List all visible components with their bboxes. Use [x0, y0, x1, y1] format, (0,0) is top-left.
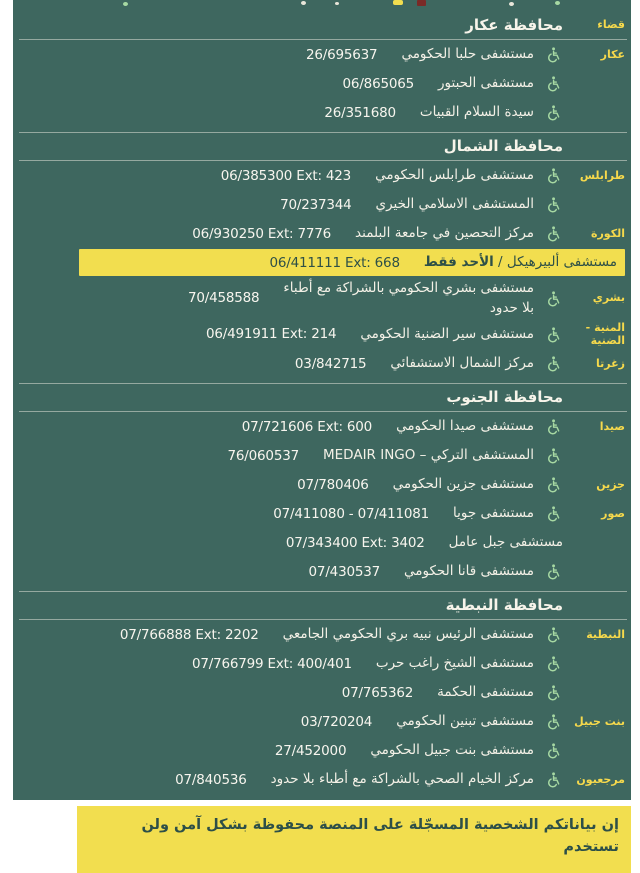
district-label: زغرتا [596, 356, 625, 370]
district-label: جزين [596, 477, 625, 491]
wheelchair-accessible-icon [541, 475, 563, 495]
wheelchair-accessible-icon [541, 625, 563, 645]
phone-number: 03/720204 [300, 713, 373, 730]
privacy-banner-text: إن بياناتكم الشخصية المسجّلة على المنصة محفوظة بشكل آمن ولن تستخدم [141, 817, 619, 855]
section-title: محافظة النبطية [445, 596, 563, 614]
hospital-row-body [21, 711, 563, 731]
hospital-row-body [21, 503, 563, 523]
phone-number: 26/351680 [324, 104, 396, 121]
hospital-row-body [21, 102, 563, 122]
hospital-row [19, 470, 627, 499]
hospital-name: مستشفى الرئيس نبيه بري الحكومي الجامعي [282, 626, 534, 643]
hospital-row-body [21, 223, 563, 243]
hospital-row-body [21, 44, 563, 64]
phone-number: 07/780406 [297, 476, 369, 493]
wheelchair-accessible-icon [541, 288, 563, 308]
wheelchair-accessible-icon [541, 74, 563, 94]
hospital-row-body [21, 278, 563, 319]
hospital-row-body [21, 324, 563, 344]
hospital-row [19, 40, 627, 69]
hospital-name: سيدة السلام القبيات [419, 104, 534, 121]
phone-number: 06/865065 [342, 75, 415, 92]
wheelchair-accessible-icon [541, 195, 563, 215]
hospitals-table-panel [13, 0, 631, 855]
wheelchair-accessible-icon [541, 446, 563, 466]
hospital-name: مستشفى الحكمة [437, 684, 534, 701]
phone-number: 07/766888 Ext: 2202 [119, 626, 259, 643]
hospital-row-body [21, 682, 563, 702]
wheelchair-accessible-icon [541, 354, 563, 374]
wheelchair-accessible-icon [541, 562, 563, 582]
wheelchair-accessible-icon [541, 224, 563, 244]
section-header-row [19, 383, 627, 412]
hospital-row-body [21, 73, 563, 93]
section-title: محافظة الجنوب [446, 388, 563, 406]
phone-number: 07/430537 [308, 563, 381, 580]
privacy-banner [77, 806, 631, 873]
phone-number: 07/766799 Ext: 400/401 [191, 655, 352, 672]
hospital-row-body [21, 624, 563, 644]
wheelchair-accessible-icon [541, 417, 563, 437]
hospital-row-body [21, 561, 563, 581]
hospital-row [19, 248, 627, 277]
hospital-name: مستشفى الشيخ راغب حرب [375, 655, 534, 672]
phone-number: 07/721606 Ext: 600 [241, 418, 373, 435]
hospital-name-line2: بلا حدود [489, 300, 534, 317]
phone-number: 76/060537 [227, 447, 299, 464]
hospital-row-body [21, 532, 563, 552]
hospital-name: مستشفى بشري الحكومي بالشراكة مع أطباء بلا حدود [283, 278, 534, 319]
hospital-row-body [21, 474, 563, 494]
district-label: عكار [600, 47, 625, 61]
district-label: بشري [592, 291, 625, 305]
phone-number: 07/765362 [341, 684, 414, 701]
hospital-row [19, 620, 627, 649]
district-label: بنت جبيل [574, 714, 625, 728]
district-label: صور [601, 506, 625, 520]
hospital-name-note: الأحد فقط [423, 254, 494, 271]
phone-number: 07/411080 - 07/411081 [273, 505, 430, 522]
phone-number: 26/695637 [305, 46, 378, 63]
phone-number: 06/491911 Ext: 214 [205, 326, 337, 343]
hospital-name: مستشفى بنت جبيل الحكومي [370, 742, 534, 759]
hospital-row [19, 499, 627, 528]
wheelchair-accessible-icon [541, 683, 563, 703]
wheelchair-accessible-icon [541, 166, 563, 186]
hospital-row [19, 678, 627, 707]
hospital-row [19, 219, 627, 248]
section-title: محافظة الشمال [443, 137, 563, 155]
section-header-row [19, 591, 627, 620]
hospital-name: مستشفى جزين الحكومي [392, 476, 534, 493]
hospital-name: المستشفى التركي – MEDAIR INGO [323, 447, 534, 464]
phone-number: 06/930250 Ext: 7776 [192, 225, 332, 242]
hospital-row [19, 707, 627, 736]
section-header-row [19, 12, 627, 40]
hospital-name: مستشفى جويا [453, 505, 534, 522]
hospital-name: المستشفى الاسلامي الخيري [375, 196, 534, 213]
district-label: مرجعيون [576, 772, 625, 786]
hospital-row-body [21, 769, 563, 789]
hospital-row-body [21, 165, 563, 185]
hospital-row-body [21, 653, 563, 673]
hospital-row-body [21, 416, 563, 436]
section-title: محافظة عكار [465, 16, 563, 34]
hospital-row-body [21, 194, 563, 214]
hospital-name: مستشفى تبنين الحكومي [396, 713, 534, 730]
hospital-row-body [21, 740, 563, 760]
hospital-row [19, 98, 627, 127]
hospital-name: مستشفى جبل عامل [448, 534, 563, 551]
hospital-row [19, 736, 627, 765]
phone-number: 06/385300 Ext: 423 [220, 167, 352, 184]
wheelchair-accessible-icon [541, 712, 563, 732]
district-label: النبطية [586, 627, 625, 641]
district-label: صيدا [599, 419, 625, 433]
district-column-header: قضاء [597, 18, 625, 32]
hospital-row [19, 320, 627, 350]
phone-number: 07/343400 Ext: 3402 [285, 534, 425, 551]
wheelchair-accessible-icon [541, 654, 563, 674]
wheelchair-accessible-icon [541, 741, 563, 761]
district-label: المنية - الضنية [585, 320, 625, 348]
hospital-row-body [21, 353, 563, 373]
hospital-row [19, 349, 627, 378]
district-label: طرابلس [579, 168, 625, 182]
phone-number: 07/840536 [175, 771, 247, 788]
hospital-row [19, 649, 627, 678]
hospital-name: مستشفى الحبتور [438, 75, 534, 92]
hospital-name: مركز التحصين في جامعة البلمند [355, 225, 534, 242]
hospital-name: مستشفى صيدا الحكومي [396, 418, 534, 435]
hospital-name: مستشفى سير الضنية الحكومي [360, 326, 534, 343]
hospital-row [19, 69, 627, 98]
phone-number: 06/411111 Ext: 668 [269, 254, 400, 271]
district-label: الكورة [590, 226, 625, 240]
hospital-row [19, 528, 627, 557]
hospital-row [19, 441, 627, 470]
hospital-row [19, 765, 627, 794]
highlighted-hospital-row-body [79, 249, 625, 275]
wheelchair-accessible-icon [541, 324, 563, 344]
hospital-name: مستشفى حلبا الحكومي [401, 46, 534, 63]
hospital-row [19, 277, 627, 320]
hospital-row [19, 190, 627, 219]
hospital-row [19, 161, 627, 190]
phone-number: 70/458588 [187, 290, 260, 307]
wheelchair-accessible-icon [541, 770, 563, 790]
hospital-row [19, 412, 627, 441]
hospital-name: مركز الشمال الاستشفائي [390, 355, 534, 372]
section-header-row [19, 132, 627, 161]
wheelchair-accessible-icon [541, 504, 563, 524]
phone-number: 03/842715 [294, 355, 367, 372]
governorates-list [13, 0, 631, 794]
hospital-name: مركز الخيام الصحي بالشراكة مع أطباء بلا حدود [270, 771, 534, 788]
hospital-row-body [21, 445, 563, 465]
hospital-name: مستشفى قانا الحكومي [404, 563, 534, 580]
phone-number: 27/452000 [274, 742, 347, 759]
wheelchair-accessible-icon [541, 103, 563, 123]
hospital-name: مستشفى طرابلس الحكومي [375, 167, 534, 184]
phone-number: 70/237344 [280, 196, 352, 213]
hospital-row [19, 557, 627, 586]
wheelchair-accessible-icon [541, 45, 563, 65]
hospital-name: مستشفى ألبيرهيكل / الأحد فقط [423, 254, 617, 271]
